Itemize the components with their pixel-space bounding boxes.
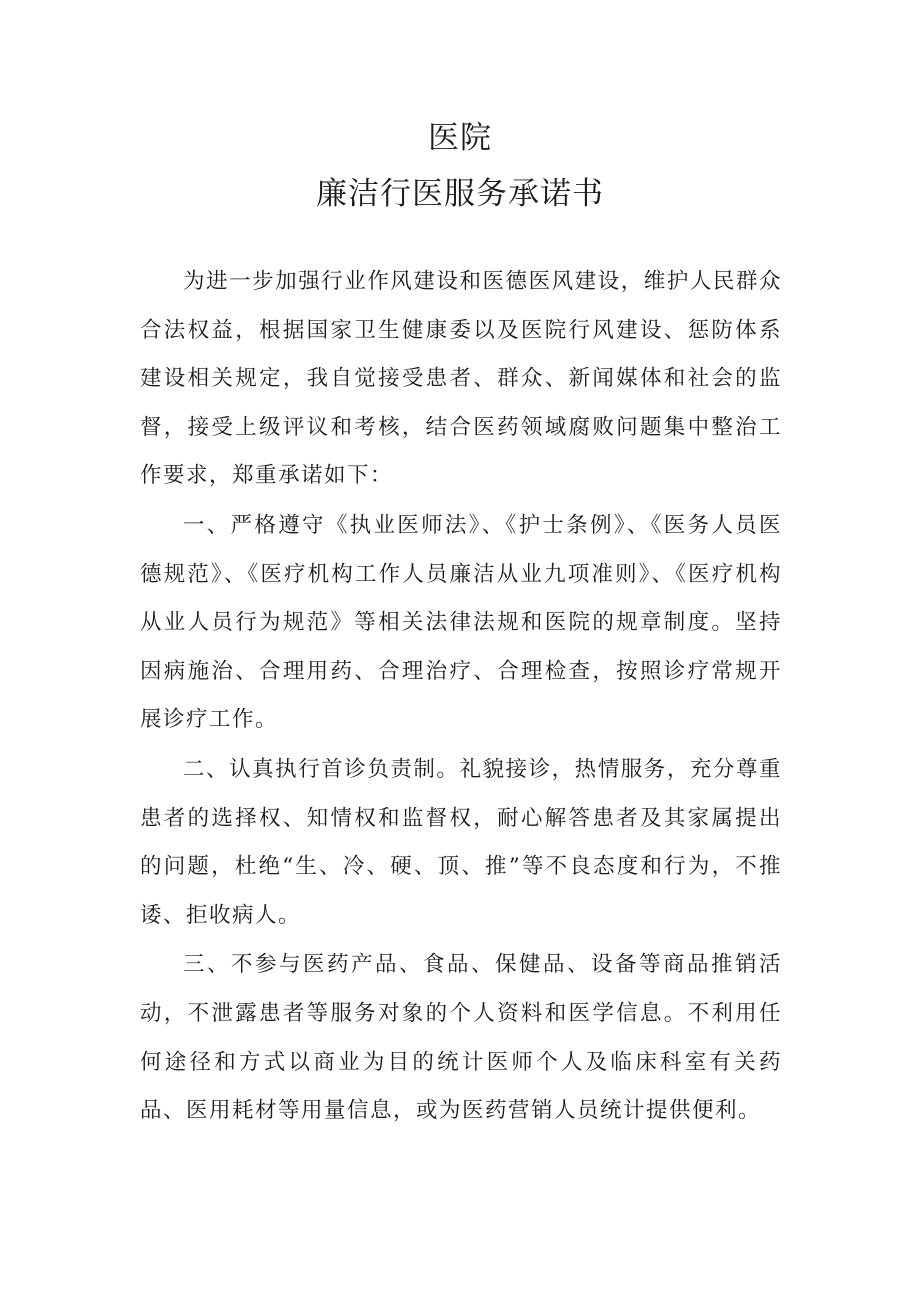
paragraph-item-2: 二、认真执行首诊负责制。礼貌接诊，热情服务，充分尊重患者的选择权、知情权和监督权，耐心解答患者及其家属提出的问题，杜绝“生、冷、硬、顶、推”等不良态度和行为，不推诿、拒收病人。 xyxy=(140,756,782,928)
document-title-pledge: 廉洁行医服务承诺书 xyxy=(316,176,604,212)
document-body xyxy=(140,258,782,1137)
paragraph-item-3: 三、不参与医药产品、食品、保健品、设备等商品推销活动，不泄露患者等服务对象的个人资料和医学信息。不利用任何途径和方式以商业为目的统计医师个人及临床科室有关药品、医用耗材等用量信息，或为医药营销人员统计提供便利。 xyxy=(140,952,782,1124)
paragraph-intro: 为进一步加强行业作风建设和医德医风建设，维护人民群众合法权益，根据国家卫生健康委以及医院行风建设、惩防体系建设相关规定，我自觉接受患者、群众、新闻媒体和社会的监督，接受上级评议和考核，结合医药领域腐败问题集中整治工作要求，郑重承诺如下： xyxy=(140,269,782,489)
paragraph-item-1: 一、严格遵守《执业医师法》、《护士条例》、《医务人员医德规范》、《医疗机构工作人员廉洁从业九项准则》、《医疗机构从业人员行为规范》等相关法律法规和医院的规章制度。坚持因病施治、合理用药、合理治疗、合理检查，按照诊疗常规开展诊疗工作。 xyxy=(140,512,782,733)
document-title-hospital: 医院 xyxy=(428,120,492,156)
